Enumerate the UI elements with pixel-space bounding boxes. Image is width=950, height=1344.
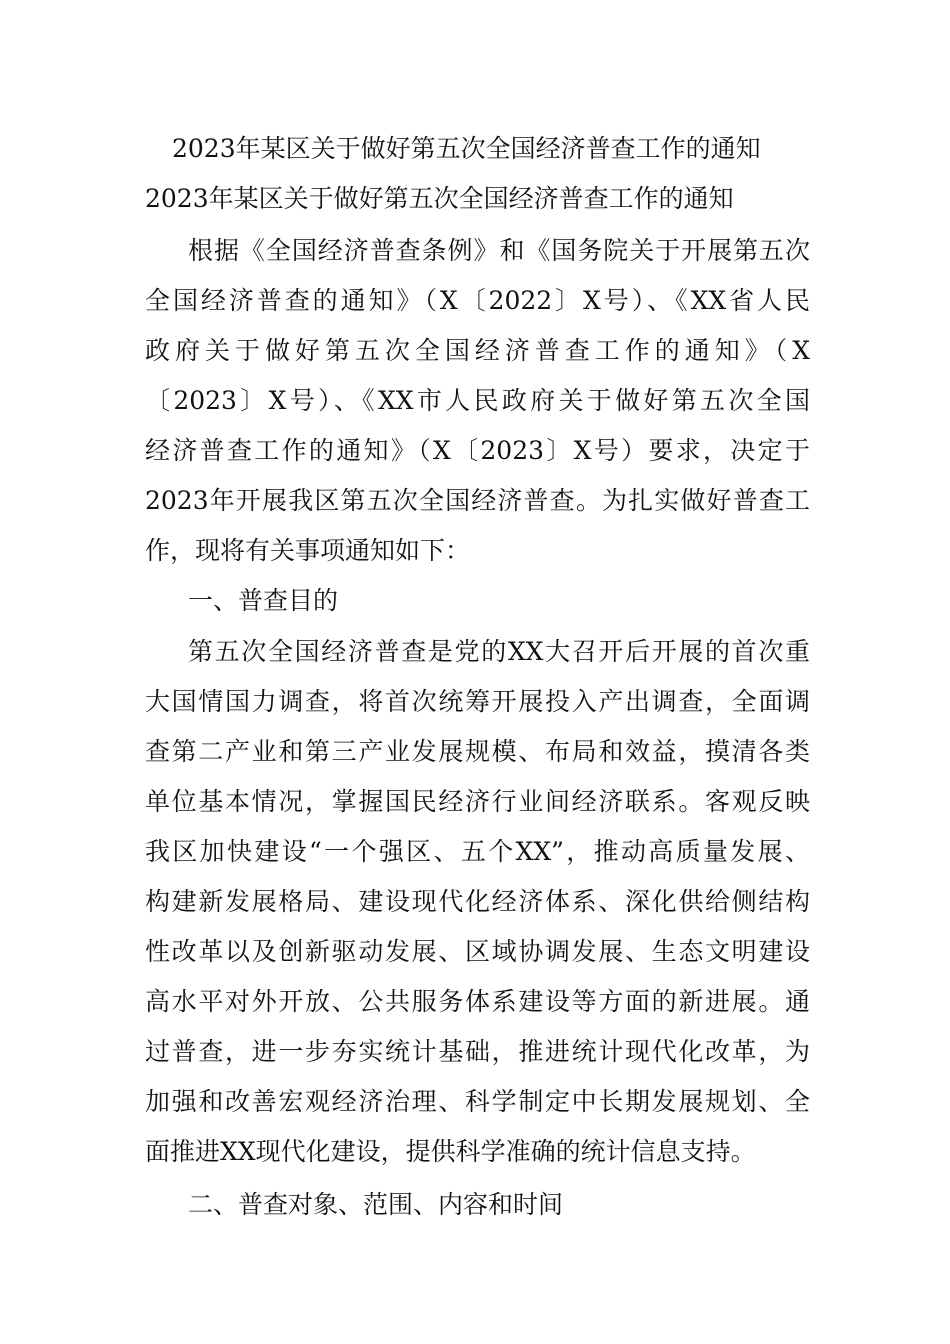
paragraph-line: 我区加快建设“一个强区、五个XX”，推动高质量发展、 (145, 837, 810, 866)
paragraph-line: 作，现将有关事项通知如下： (145, 536, 471, 565)
section-heading: 二、普查对象、范围、内容和时间 (188, 1190, 564, 1219)
paragraph-line: 根据《全国经济普查条例》和《国务院关于开展第五次 (188, 236, 810, 265)
document-title: 2023年某区关于做好第五次全国经济普查工作的通知 (172, 134, 761, 163)
section-heading: 一、普查目的 (188, 586, 339, 615)
paragraph-line: 2023年开展我区第五次全国经济普查。为扎实做好普查工 (145, 486, 810, 515)
paragraph-line: 大国情国力调查，将首次统筹开展投入产出调查，全面调 (145, 687, 810, 716)
paragraph-line: 查第二产业和第三产业发展规模、布局和效益，摸清各类 (145, 737, 810, 766)
paragraph-line: 过普查，进一步夯实统计基础，推进统计现代化改革，为 (145, 1037, 810, 1066)
paragraph-line: 经济普查工作的通知》（X〔2023〕X号）要求，决定于 (145, 436, 810, 465)
paragraph-line: 高水平对外开放、公共服务体系建设等方面的新进展。通 (145, 987, 810, 1016)
document-title-repeat: 2023年某区关于做好第五次全国经济普查工作的通知 (145, 184, 734, 213)
paragraph-line: 政府关于做好第五次全国经济普查工作的通知》（X (145, 336, 810, 365)
paragraph-line: 第五次全国经济普查是党的XX大召开后开展的首次重 (188, 637, 810, 666)
paragraph-line: 面推进XX现代化建设，提供科学准确的统计信息支持。 (145, 1137, 756, 1166)
paragraph-line: 〔2023〕X号）、《XX市人民政府关于做好第五次全国 (145, 386, 810, 415)
paragraph-line: 全国经济普查的通知》（X〔2022〕X号）、《XX省人民 (145, 286, 810, 315)
paragraph-line: 加强和改善宏观经济治理、科学制定中长期发展规划、全 (145, 1087, 810, 1116)
paragraph-line: 单位基本情况，掌握国民经济行业间经济联系。客观反映 (145, 787, 810, 816)
paragraph-line: 性改革以及创新驱动发展、区域协调发展、生态文明建设 (145, 937, 810, 966)
paragraph-line: 构建新发展格局、建设现代化经济体系、深化供给侧结构 (145, 887, 810, 916)
